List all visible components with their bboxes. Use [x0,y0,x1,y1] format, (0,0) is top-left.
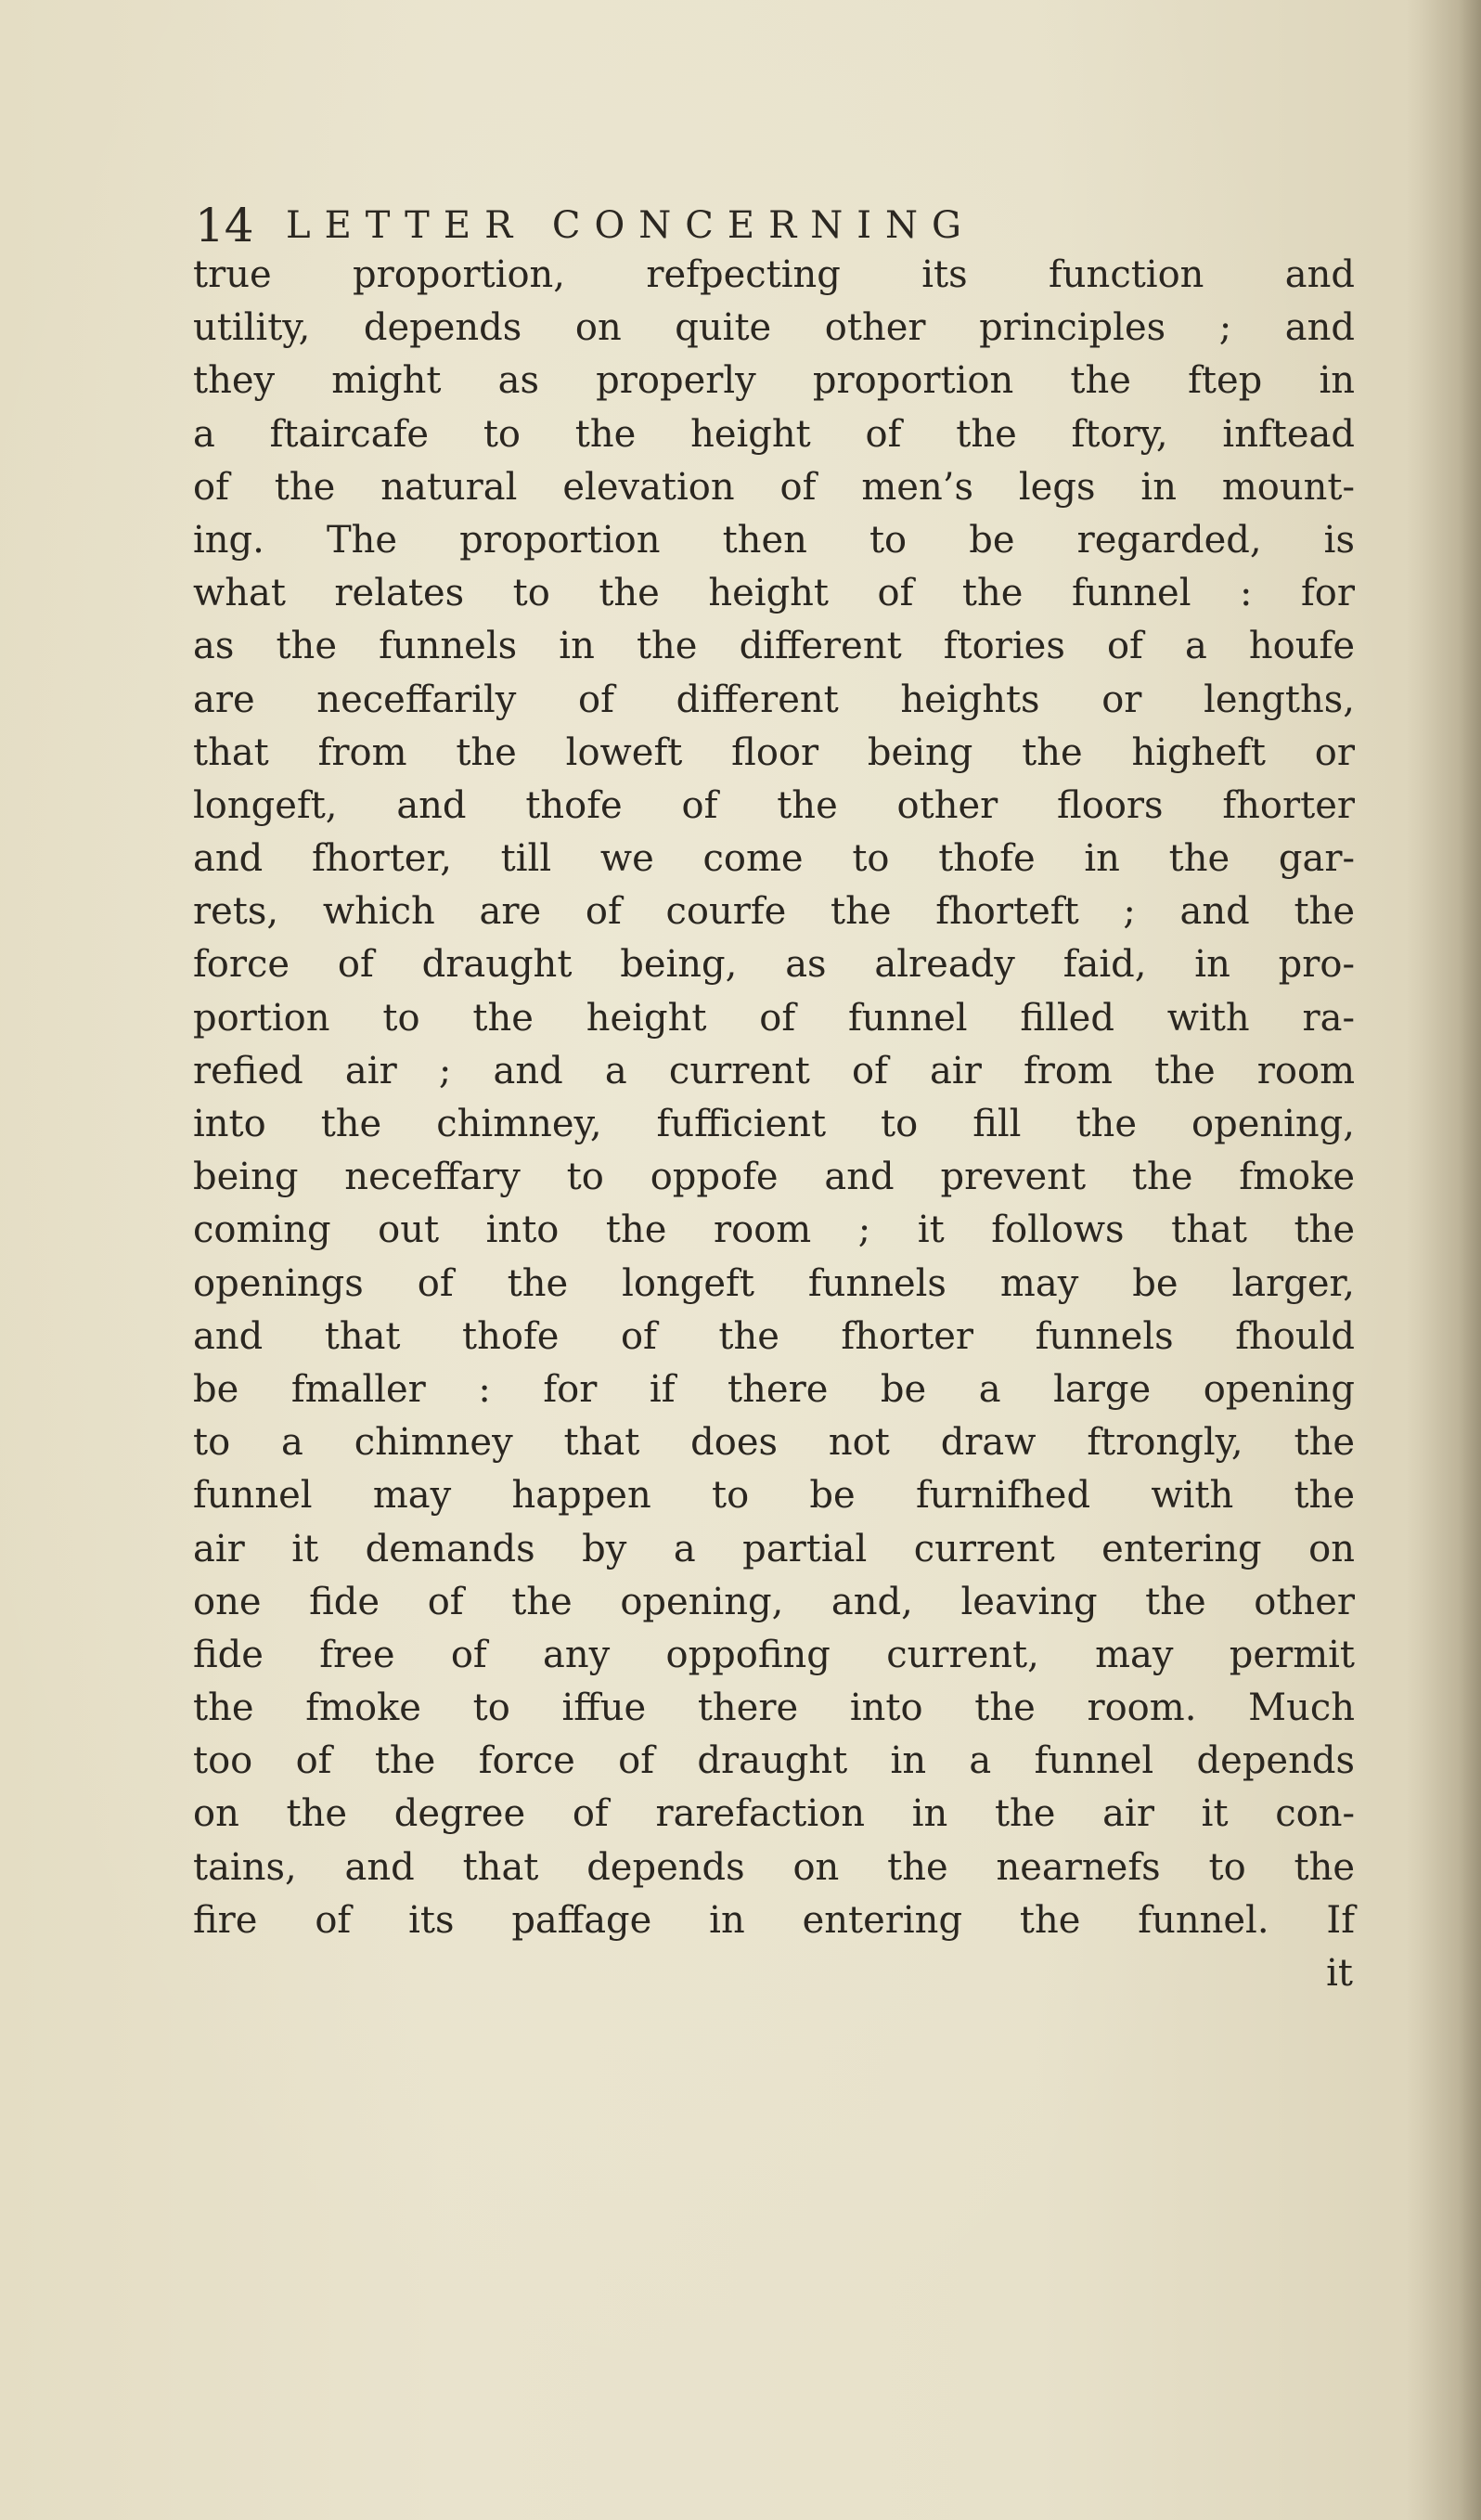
text-line: refied air ; and a current of air from the room [193,1049,1355,1092]
text-line: to a chimney that does not draw ftrongly, the [193,1421,1355,1465]
text-line: one fide of the opening, and, leaving the other [193,1580,1355,1623]
text-line: force of draught being, as already faid, in pro- [193,943,1355,987]
text-line: be fmaller : for if there be a large opening [193,1367,1355,1411]
text-line: on the degree of rarefaction in the air it con- [193,1792,1355,1836]
text-line: are neceffarily of different heights or lengths, [193,678,1355,721]
text-line: true proportion, refpecting its function and [193,253,1355,296]
text-line: the fmoke to iffue there into the room. Much [193,1686,1355,1730]
text-line: a ftaircafe to the height of the ftory, inftead [193,412,1355,456]
catchword: it [1326,1952,1353,1995]
text-line: fide free of any oppofing current, may permit [193,1633,1355,1676]
text-line: openings of the longeft funnels may be larger, [193,1261,1355,1305]
text-line: of the natural elevation of men’s legs in mount- [193,465,1355,509]
text-line: longeft, and thofe of the other floors fhorter [193,783,1355,827]
text-line: what relates to the height of the funnel : for [193,572,1355,615]
text-line: too of the force of draught in a funnel depends [193,1739,1355,1783]
text-line: they might as properly proportion the ftep in [193,359,1355,403]
text-line: and fhorter, till we come to thofe in the gar- [193,837,1355,881]
text-line: rets, which are of courfe the fhorteft ; and the [193,890,1355,934]
text-line: tains, and that depends on the nearnefs to the [193,1845,1355,1889]
text-line: coming out into the room ; it follows that the [193,1208,1355,1252]
text-line: that from the loweft floor being the higheft or [193,730,1355,774]
body-text [193,249,1355,2000]
text-line: being neceffary to oppofe and prevent the fmoke [193,1156,1355,1199]
text-line: and that thofe of the fhorter funnels fhould [193,1314,1355,1358]
text-line: as the funnels in the different ftories of a houfe [193,625,1355,668]
text-line: air it demands by a partial current entering on [193,1527,1355,1570]
running-title: LETTER CONCERNING [286,204,975,247]
text-line: portion to the height of funnel filled with ra- [193,996,1355,1040]
text-line: utility, depends on quite other principles ; and [193,306,1355,350]
text-line: ing. The proportion then to be regarded, is [193,518,1355,562]
text-line: funnel may happen to be furnifhed with the [193,1474,1355,1518]
text-line: into the chimney, fufficient to fill the opening, [193,1103,1355,1145]
page-number: 14 [195,199,254,252]
page-edge-shadow [1407,0,1481,2520]
text-line: fire of its paffage in entering the funnel. If [193,1898,1355,1942]
